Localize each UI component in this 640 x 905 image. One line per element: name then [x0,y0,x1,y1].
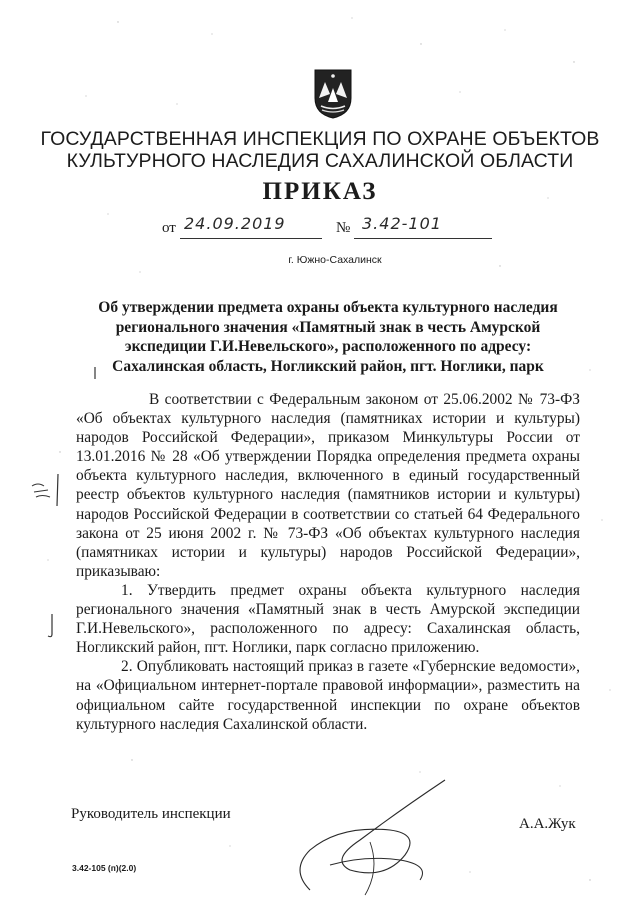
order-item-2: 2. Опубликовать настоящий приказ в газете «Губернские ведомости», на «Официальном интернет-портале правовой информации», разместить на официальном сайте государственной инспекции по охране объектов культурного наследия Сахалинской области. [76,658,580,733]
margin-bracket-mark [46,612,58,640]
number-label: № [336,220,351,236]
order-item-1: 1. Утвердить предмет охраны объекта культурного наследия регионального значения «Памятный знак в честь Амурской экспедиции Г.И.Невельского», расположенного по адресу: Сахалинская область, Ногликский район, пгт. Ноглики, парк согласно приложению. [76,581,580,657]
order-body [76,390,580,734]
preamble-paragraph: В соответствии с Федеральным законом от 25.06.2002 № 73-ФЗ «Об объектах культурного наследия (памятниках истории и культуры) народов Российской Федерации», приказом Минкультуры России от 13.01.2016 № 28 «Об утверждении Порядка определения предмета охраны объекта культурного наследия, включенного в единый государственный реестр объектов культурного наследия (памятников истории и культуры) народов Российской Федерации в соответствии со статьей 64 Федерального закона от 25 июня 2002 г. № 73-ФЗ «Об объектах культурного наследия (памятниках истории и культуры) народов Российской Федерации», приказываю: [76,391,580,580]
document-code: 3.42-105 (п)(2.0) [72,863,137,873]
order-subject: Об утверждении предмета охраны объекта культурного наследия регионального значения «Памятный знак в честь Амурской экспедиции Г.И.Невельского», расположенного по адресу: Сахалинская область, Ногликский район, пгт. Ноглики, парк [98,299,558,375]
organization-name-line-2: КУЛЬТУРНОГО НАСЛЕДИЯ САХАЛИНСКОЙ ОБЛАСТИ [66,150,574,172]
number-value: 3.42-101 [362,214,442,233]
date-label: от [162,220,176,236]
handwritten-signature [270,770,470,905]
date-number-row [0,214,640,244]
sakhalin-coat-of-arms-icon [313,68,353,120]
city-label: г. Южно-Сахалинск [288,254,382,266]
organization-name-line-1: ГОСУДАРСТВЕННАЯ ИНСПЕКЦИЯ ПО ОХРАНЕ ОБЪЕКТОВ [40,128,600,150]
signatory-name: А.А.Жук [519,816,576,832]
document-type-title: ПРИКАЗ [262,178,378,205]
date-underline [180,238,322,239]
margin-tick-mark [92,366,98,380]
signatory-position: Руководитель инспекции [71,806,231,822]
number-underline [354,238,492,239]
date-value: 24.09.2019 [184,214,286,233]
margin-handwritten-mark [30,470,64,510]
